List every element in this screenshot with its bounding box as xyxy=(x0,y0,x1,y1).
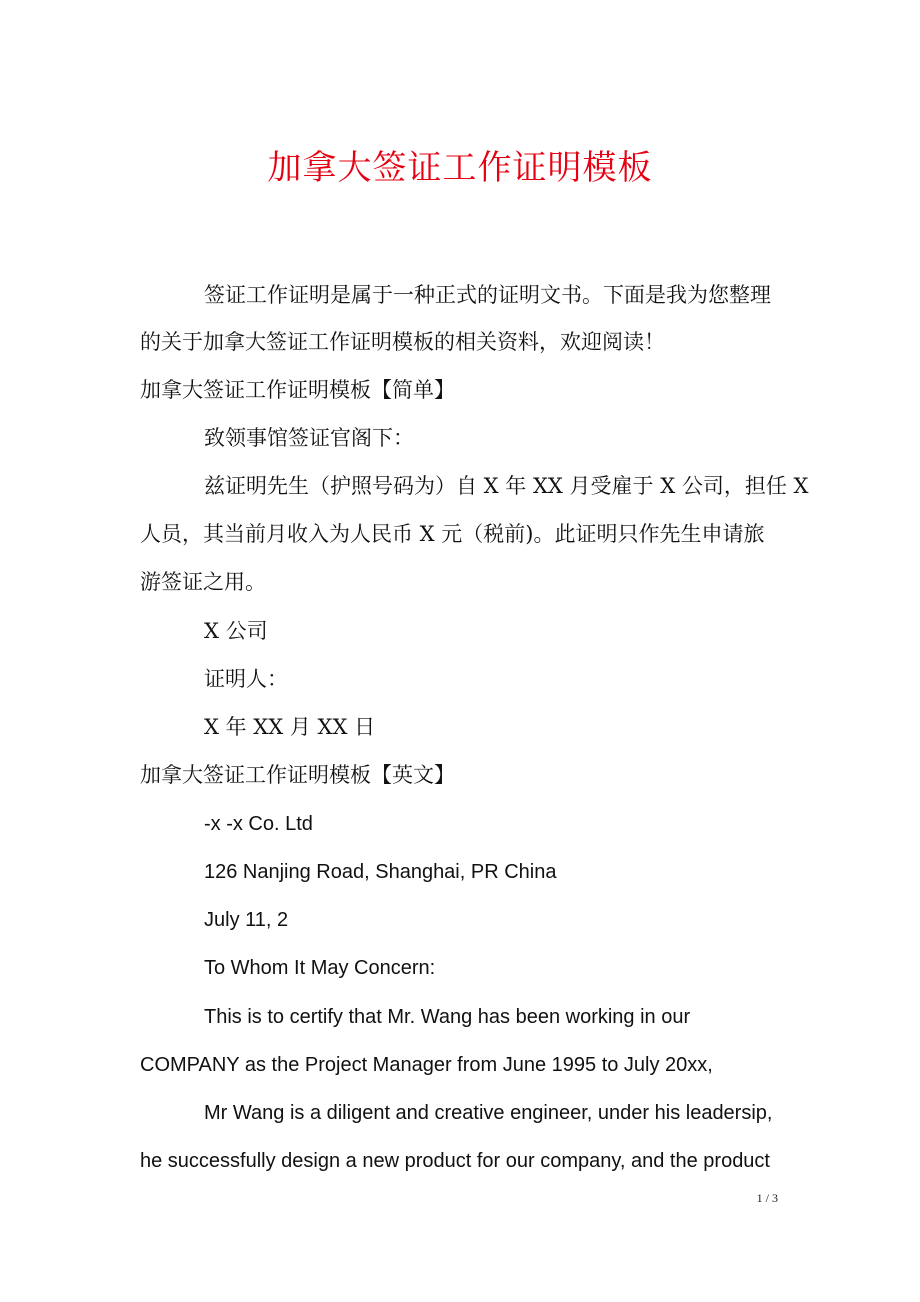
paragraph-line: -x -x Co. Ltd xyxy=(204,813,313,835)
paragraph-line: 致领事馆签证官阁下： xyxy=(204,426,414,450)
paragraph-line: This is to certify that Mr. Wang has been working in our xyxy=(204,1006,691,1028)
paragraph-line: 人员，其当前月收入为人民币 X 元（税前)。此证明只作先生申请旅 xyxy=(140,522,765,546)
paragraph-line: 兹证明先生（护照号码为）自 X 年 XX 月受雇于 X 公司，担任 X xyxy=(204,474,809,498)
paragraph-line: 签证工作证明是属于一种正式的证明文书。下面是我为您整理 xyxy=(204,283,771,307)
paragraph-line: 126 Nanjing Road, Shanghai, PR China xyxy=(204,861,557,883)
paragraph-line: To Whom It May Concern: xyxy=(204,957,436,979)
paragraph-line: July 11, 2 xyxy=(204,909,289,931)
paragraph-line: COMPANY as the Project Manager from June 1995 to July 20xx, xyxy=(140,1054,713,1076)
paragraph-line: 的关于加拿大签证工作证明模板的相关资料，欢迎阅读！ xyxy=(140,330,665,354)
paragraph-line: X 公司 xyxy=(204,619,268,643)
document-title: 加拿大签证工作证明模板 xyxy=(267,148,653,188)
page-number: 1 / 3 xyxy=(756,1191,778,1205)
paragraph-line: 证明人： xyxy=(204,667,288,691)
paragraph-line: 游签证之用。 xyxy=(140,570,266,594)
paragraph-line: X 年 XX 月 XX 日 xyxy=(204,715,376,739)
section-heading: 加拿大签证工作证明模板【英文】 xyxy=(140,763,455,787)
paragraph-line: he successfully design a new product for our company, and the product xyxy=(140,1150,770,1172)
section-heading: 加拿大签证工作证明模板【简单】 xyxy=(140,378,455,402)
paragraph-line: Mr Wang is a diligent and creative engineer, under his leadersip, xyxy=(204,1102,773,1124)
